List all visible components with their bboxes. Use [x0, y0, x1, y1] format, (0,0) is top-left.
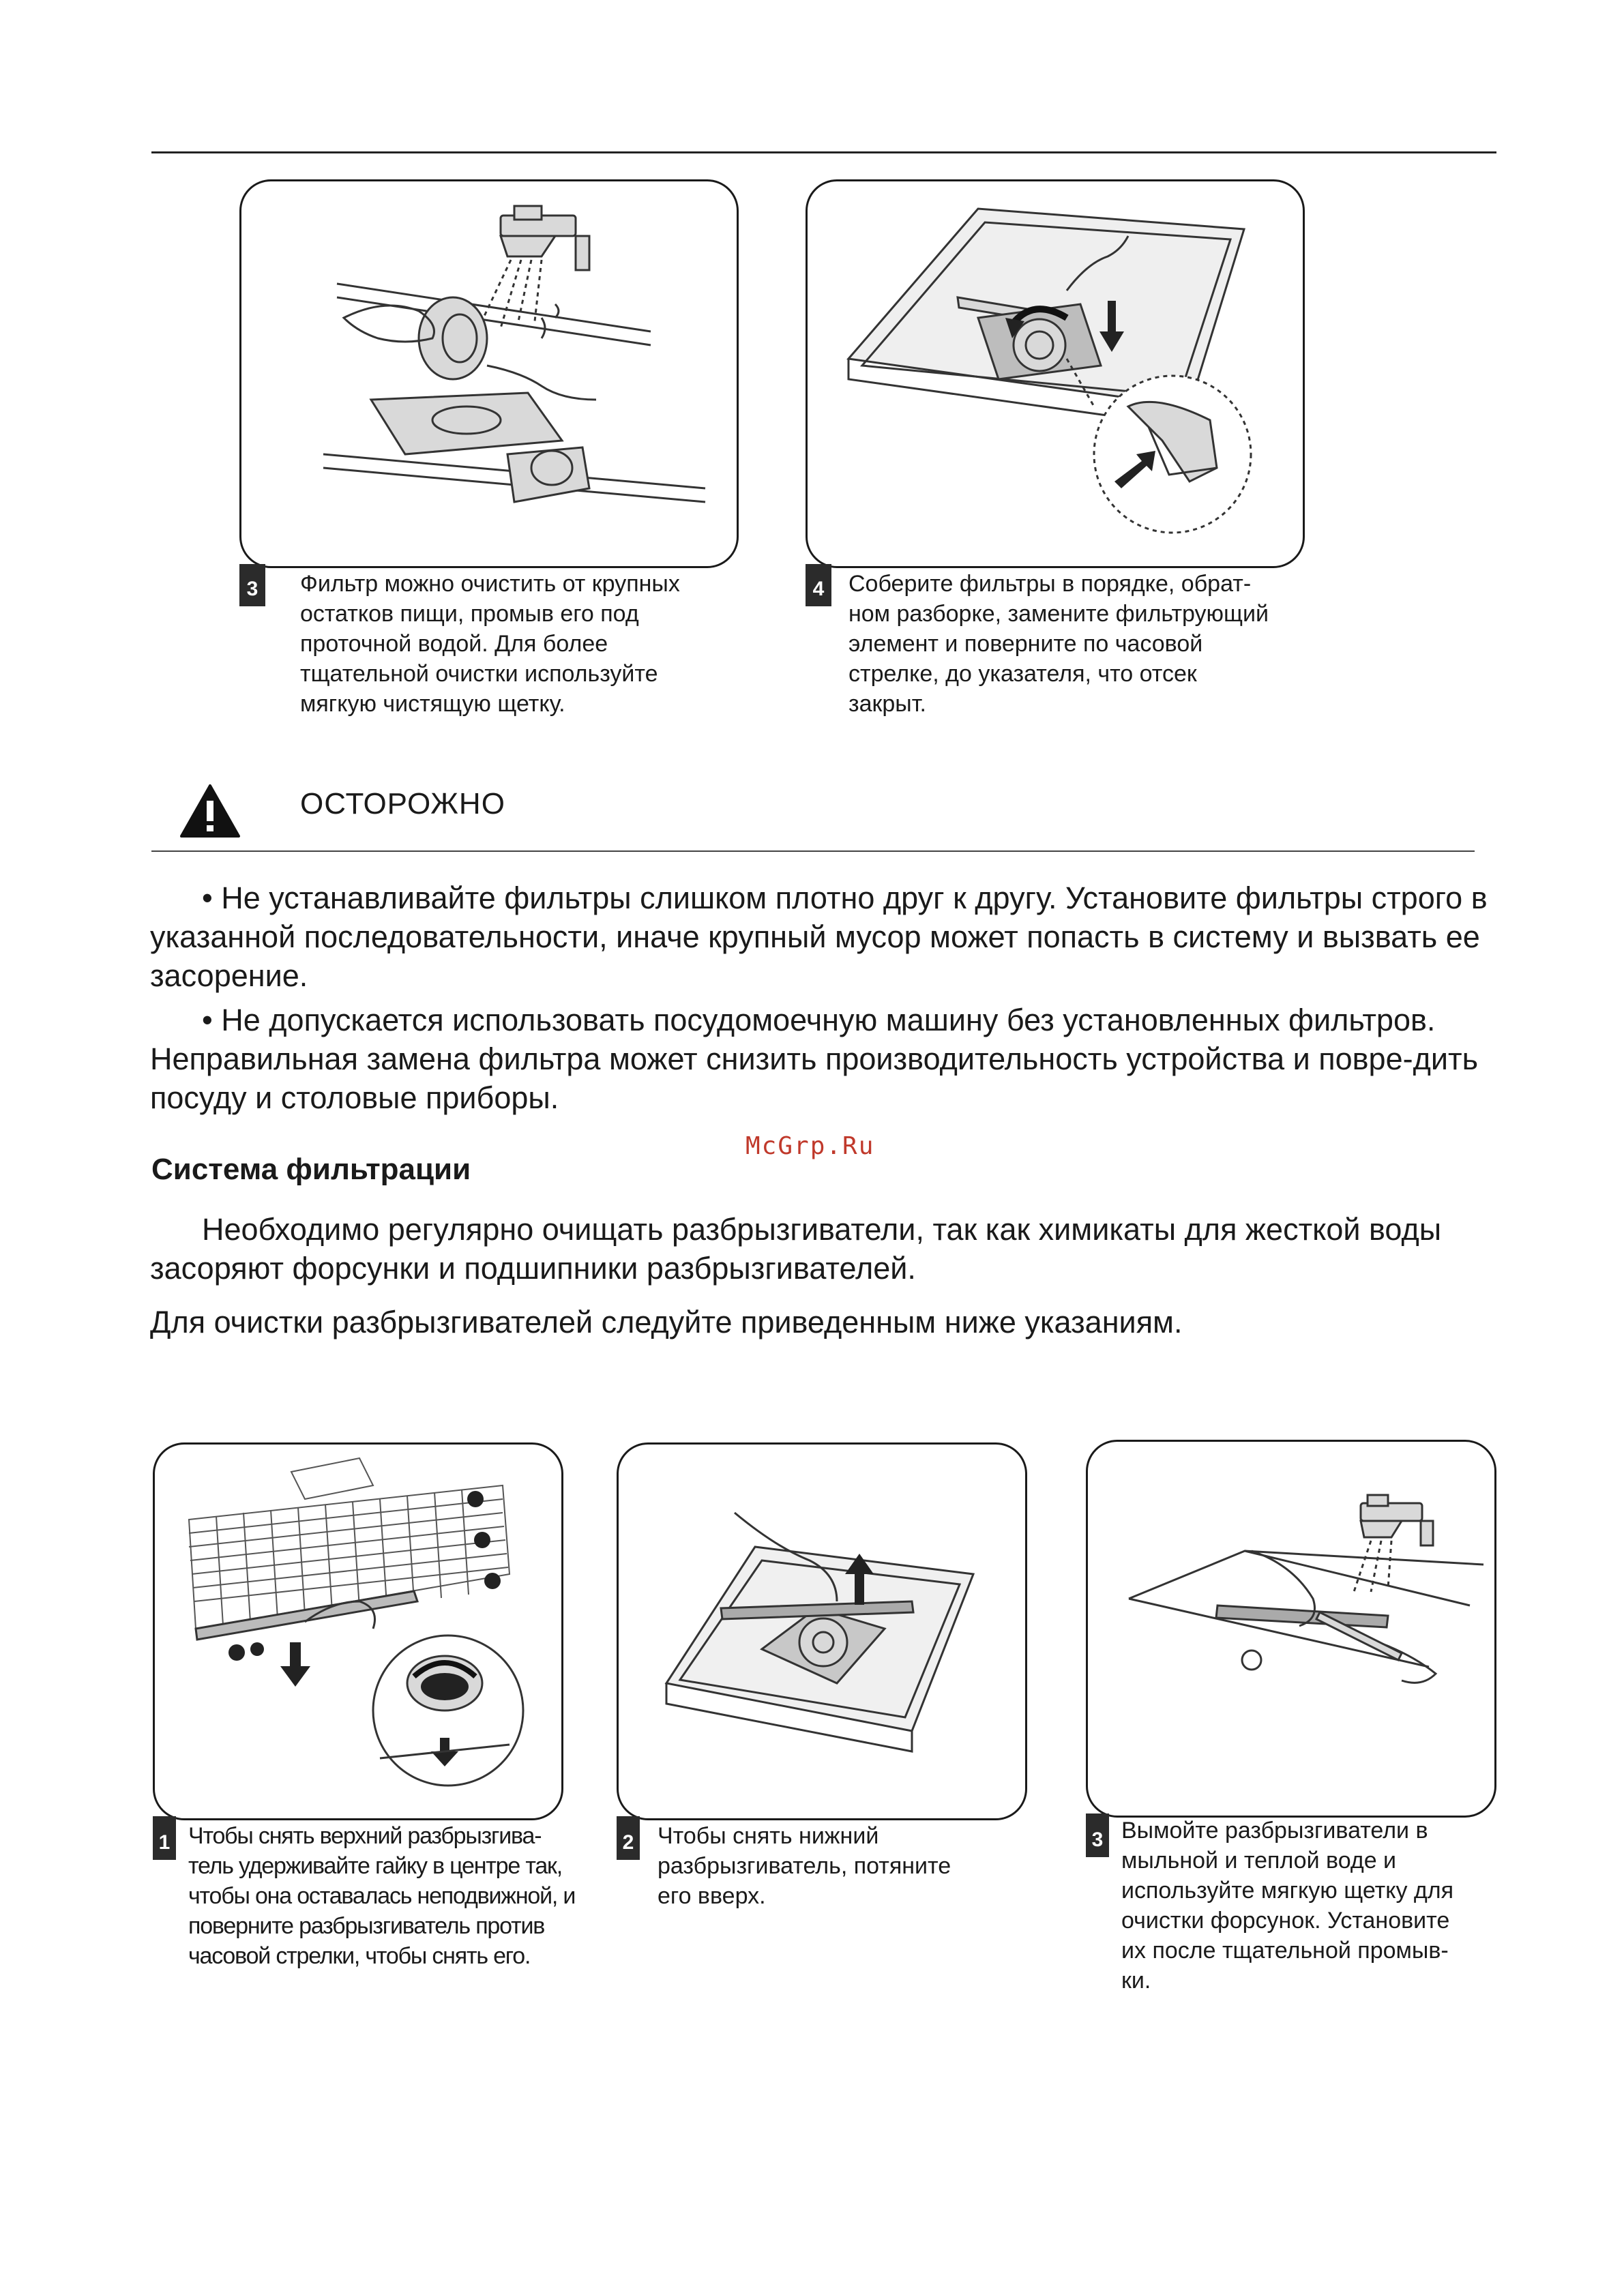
- warning-paragraph-2: • Не допускается использовать посудомоечную машину без установленных фильтров. Неправильная замена фильтра может снизить производительность устройства и повре-дить посуду и столовые приборы.: [150, 1003, 1479, 1115]
- warning-rule: [151, 850, 1475, 852]
- step-3-badge: 3: [239, 564, 265, 606]
- spray-arm-washing-illustration: [1088, 1442, 1494, 1816]
- bottom-step-2-caption: Чтобы снять нижний разбрызгиватель, потяните его вверх.: [658, 1823, 951, 1909]
- step-4-caption: Соберите фильтры в порядке, обрат- ном разборке, замените фильтрующий элемент и поверните по часовой стрелке, до указателя, что отсек закрыт.: [848, 571, 1269, 717]
- step-3-illustration-panel: [239, 179, 739, 568]
- section-paragraph-1-text: Необходимо регулярно очищать разбрызгиватели, так как химикаты для жесткой воды засоряют форсунки и подшипники разбрызгивателей.: [150, 1212, 1442, 1286]
- assemble-filter-illustration: [808, 181, 1303, 566]
- bottom-step-3-badge: 3: [1086, 1813, 1109, 1857]
- bottom-step-1-illustration-panel: [153, 1442, 563, 1820]
- bottom-step-2-illustration-panel: [617, 1442, 1027, 1820]
- watermark: McGrp.Ru: [745, 1132, 875, 1160]
- warning-text: [150, 878, 1507, 1117]
- bottom-step-1-badge: 1: [153, 1816, 176, 1860]
- warning-paragraph-1: • Не устанавливайте фильтры слишком плотно друг к другу. Установите фильтры строго в указанной последовательности, иначе крупный мусор может попасть в систему и вызвать ее засорение.: [150, 880, 1488, 993]
- bottom-step-2-badge: 2: [617, 1816, 640, 1860]
- step-4-badge: 4: [806, 564, 831, 606]
- warning-title: ОСТОРОЖНО: [300, 787, 505, 820]
- section-paragraph-1: [150, 1210, 1507, 1288]
- header-rule: [151, 151, 1496, 153]
- bottom-step-1-caption: Чтобы снять верхний разбрызгива- тель удерживайте гайку в центре так, чтобы она оставалась неподвижной, и поверните разбрызгиватель против часовой стрелки, чтобы снять его.: [188, 1823, 576, 1969]
- section-title: Система фильтрации: [151, 1153, 471, 1186]
- step-4-illustration-panel: [806, 179, 1305, 568]
- faucet-rinse-filter-illustration: [241, 181, 737, 566]
- warning-triangle-icon: [179, 783, 241, 839]
- upper-spray-arm-removal-illustration: [155, 1445, 561, 1818]
- bottom-step-3-caption: Вымойте разбрызгиватели в мыльной и теплой воде и используйте мягкую щетку для очистки форсунок. Установите их после тщательной промыв- ки.: [1121, 1818, 1453, 1994]
- bottom-step-3-illustration-panel: [1086, 1440, 1496, 1818]
- step-3-caption: Фильтр можно очистить от крупных остатков пищи, промыв его под проточной водой. Для более тщательной очистки используйте мягкую чистящую щетку.: [300, 571, 680, 717]
- section-paragraph-2: Для очистки разбрызгивателей следуйте приведенным ниже указаниям.: [150, 1305, 1183, 1339]
- lower-spray-arm-removal-illustration: [619, 1445, 1025, 1818]
